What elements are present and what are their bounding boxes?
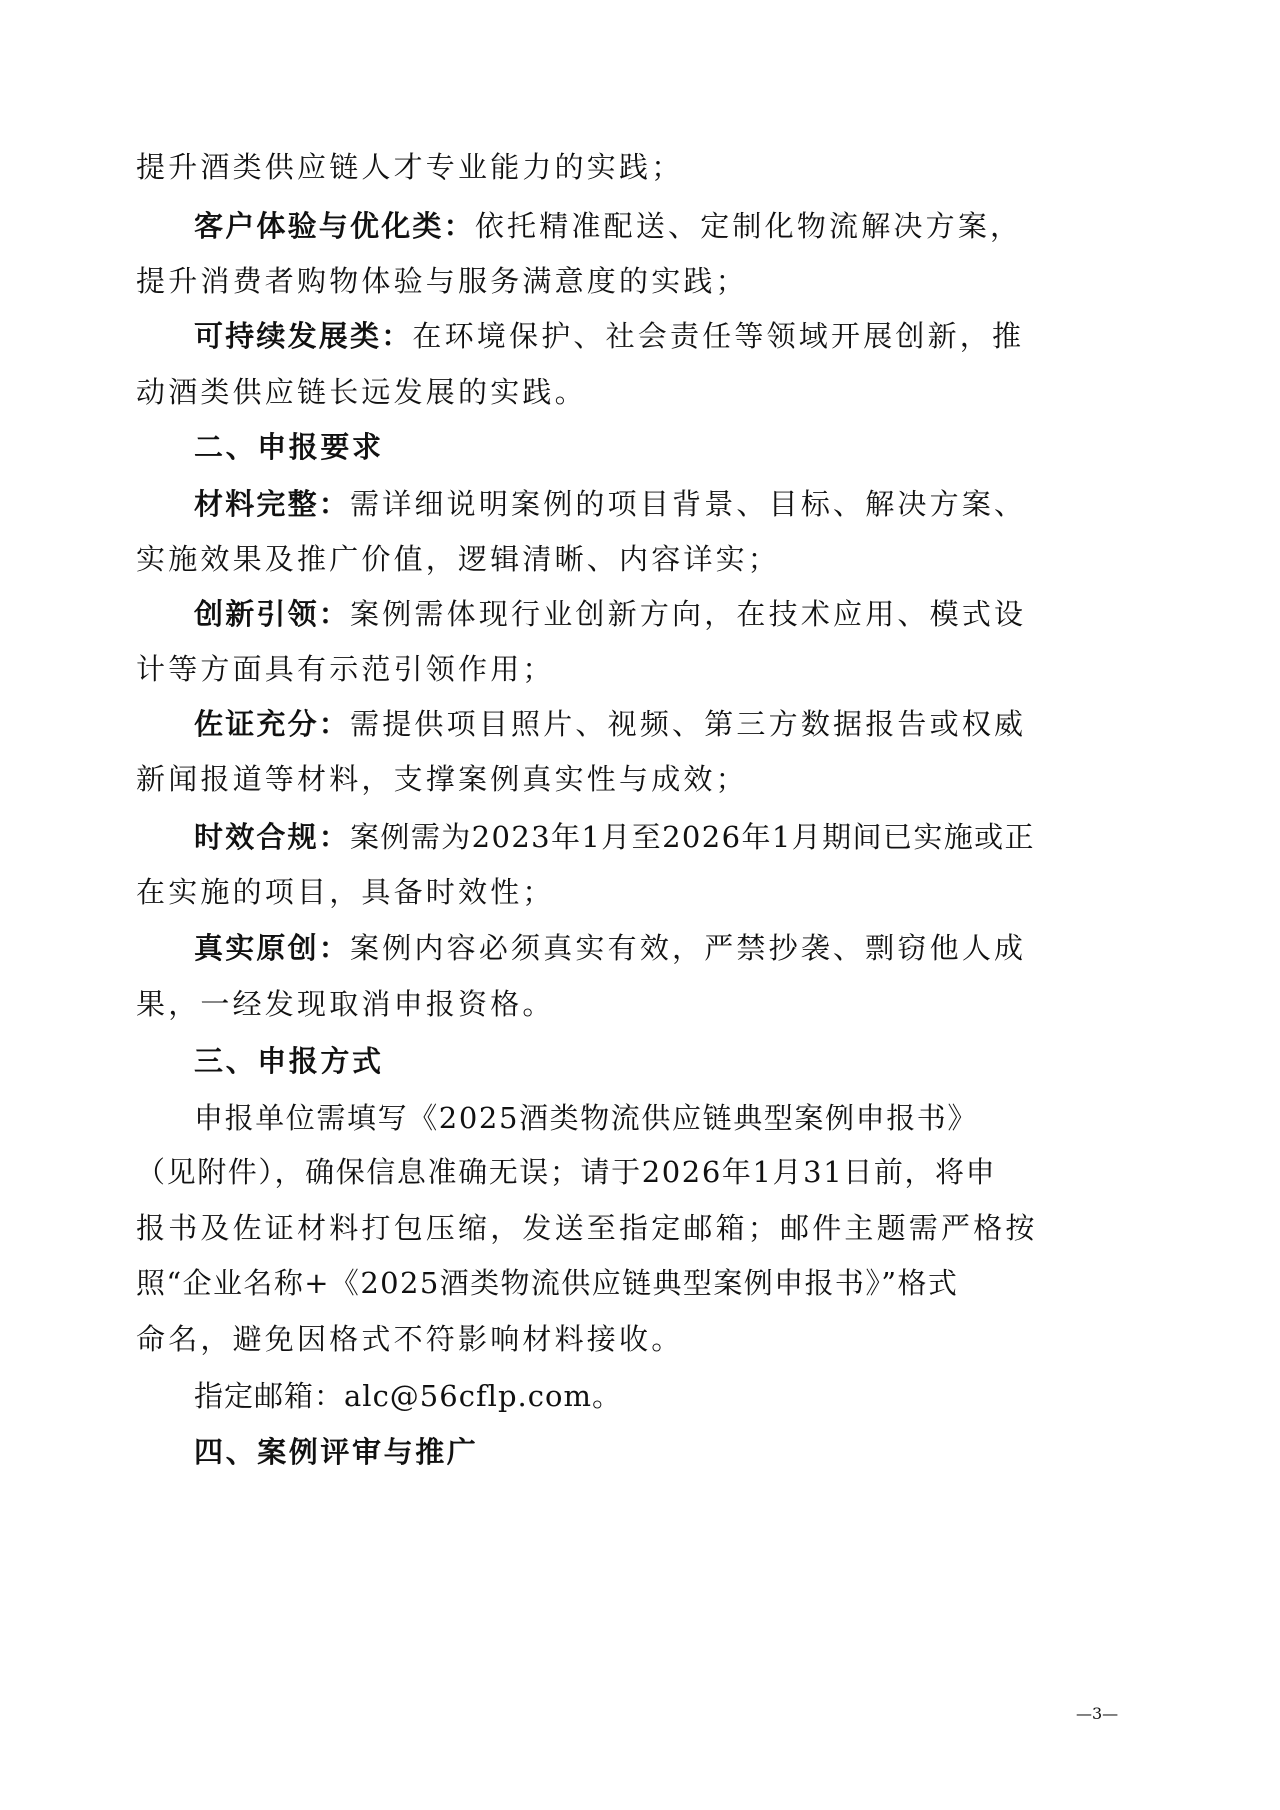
email-line xyxy=(194,1368,1146,1424)
body-text: 需提供项目照片、视频、第三方数据报告或权威 xyxy=(350,707,1027,741)
paragraph-line xyxy=(136,751,1146,807)
section-heading: 二、申报要求 xyxy=(194,430,384,464)
paragraph-line xyxy=(136,139,1146,195)
body-text: （见附件），确保信息准确无误；请于2026年1月31日前，将申 xyxy=(136,1155,997,1189)
body-text: 命名，避免因格式不符影响材料接收。 xyxy=(136,1322,684,1356)
body-text: 案例需为2023年1月至2026年1月期间已实施或正 xyxy=(350,820,1035,854)
body-text: 申报单位需填写《2025酒类物流供应链典型案例申报书》 xyxy=(194,1101,979,1135)
body-text: 在环境保护、社会责任等领域开展创新，推 xyxy=(412,319,1025,353)
paragraph-line xyxy=(136,641,1146,697)
paragraph-line xyxy=(194,308,1146,364)
body-text: 需详细说明案例的项目背景、目标、解决方案、 xyxy=(350,487,1027,521)
body-text: 报书及佐证材料打包压缩，发送至指定邮箱；邮件主题需严格按 xyxy=(136,1211,1038,1245)
paragraph-line xyxy=(194,920,1146,976)
section-heading: 四、案例评审与推广 xyxy=(194,1435,479,1469)
paragraph-line xyxy=(136,531,1146,587)
paragraph-line xyxy=(194,809,1146,865)
body-text: 提升酒类供应链人才专业能力的实践； xyxy=(136,150,684,184)
paragraph-line xyxy=(136,864,1146,920)
body-text: 提升消费者购物体验与服务满意度的实践； xyxy=(136,264,748,298)
body-text: 实施效果及推广价值，逻辑清晰、内容详实； xyxy=(136,542,781,576)
paragraph-line xyxy=(136,976,1146,1032)
body-text: 计等方面具有示范引领作用； xyxy=(136,652,555,686)
body-text: 照“企业名称+《2025酒类物流供应链典型案例申报书》”格式 xyxy=(136,1266,959,1300)
paragraph-line xyxy=(194,696,1146,752)
requirement-label: 佐证充分： xyxy=(194,707,351,741)
requirement-label: 真实原创： xyxy=(194,931,351,965)
category-label: 客户体验与优化类： xyxy=(194,209,475,243)
paragraph-line xyxy=(136,1311,1146,1367)
body-text: 动酒类供应链长远发展的实践。 xyxy=(136,375,587,409)
paragraph-line xyxy=(136,253,1146,309)
body-text: 新闻报道等材料，支撑案例真实性与成效； xyxy=(136,762,748,796)
category-label: 可持续发展类： xyxy=(194,319,413,353)
body-text: 依托精准配送、定制化物流解决方案， xyxy=(474,209,1023,243)
requirement-label: 材料完整： xyxy=(194,487,351,521)
paragraph-line xyxy=(194,476,1146,532)
paragraph-line xyxy=(194,198,1146,254)
body-text: 在实施的项目，具备时效性； xyxy=(136,875,555,909)
body-text: 案例内容必须真实有效，严禁抄袭、剽窃他人成 xyxy=(350,931,1027,965)
paragraph-line xyxy=(136,364,1146,420)
section-heading: 三、申报方式 xyxy=(194,1044,384,1078)
body-text: 案例需体现行业创新方向，在技术应用、模式设 xyxy=(350,597,1027,631)
paragraph-line xyxy=(136,1200,1146,1256)
paragraph-line xyxy=(194,586,1146,642)
requirement-label: 创新引领： xyxy=(194,597,351,631)
paragraph-line xyxy=(194,1090,1146,1146)
body-text: 果，一经发现取消申报资格。 xyxy=(136,987,555,1021)
paragraph-line xyxy=(136,1144,1146,1200)
requirement-label: 时效合规： xyxy=(194,820,351,854)
page-number: —3— xyxy=(1076,1704,1119,1723)
paragraph-line xyxy=(136,1255,1146,1311)
email-address[interactable]: 指定邮箱：alc@56cflp.com。 xyxy=(194,1379,622,1413)
